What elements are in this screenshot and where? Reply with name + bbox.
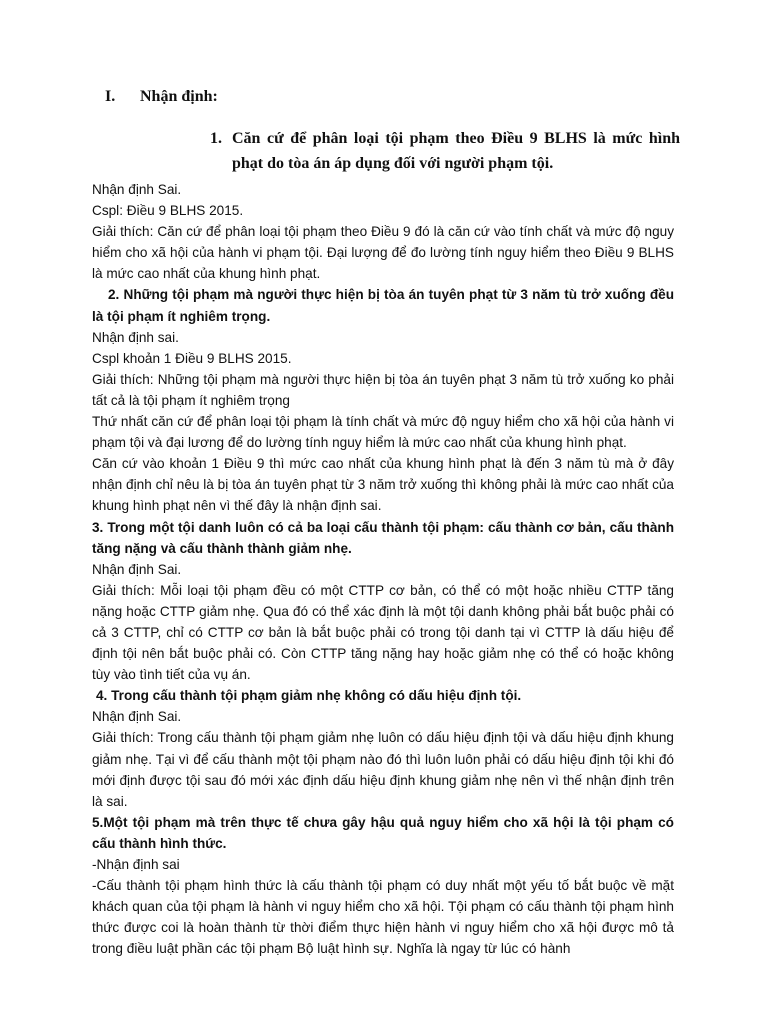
question-1: [210, 126, 680, 176]
explanation-5: -Cấu thành tội phạm hình thức là cấu thành tội phạm có duy nhất một yếu tố bắt buộc về mặt khách quan của tội phạm là hành vi nguy hiểm cho xã hội. Tội phạm có cấu thành tội phạm hình thức được coi là hoàn thành từ thời điểm thực hiện hành vi nguy hiểm cho xã hội được mô tả trong điều luật phần các tội phạm Bộ luật hình sự. Nghĩa là ngay từ lúc có hành: [92, 878, 674, 957]
question-4: 4. Trong cấu thành tội phạm giảm nhẹ không có dấu hiệu định tội.: [96, 688, 522, 704]
explanation-2-second-point: Căn cứ vào khoản 1 Điều 9 thì mức cao nhất của khung hình phạt là đến 3 năm tù mà ở đây nhận định chỉ nêu là bị tòa án tuyên phạt từ 3 năm trở xuống thì không phải là mức cao nhất của khung hình phạt nên vì thế đây là nhận định sai.: [92, 456, 674, 514]
explanation-2-first-point: Thứ nhất căn cứ để phân loại tội phạm là tính chất và mức độ nguy hiểm cho xã hội của hành vi phạm tội và đại lương để do lường tính nguy hiểm là mức cao nhất của khung hình phạt.: [92, 414, 674, 451]
section-number: I.: [105, 88, 116, 105]
legal-basis-1: Cspl: Điều 9 BLHS 2015.: [92, 203, 244, 219]
section-heading: [105, 88, 218, 106]
question-3: 3. Trong một tội danh luôn có cả ba loại cấu thành tội phạm: cấu thành cơ bản, cấu thành tăng nặng và cấu thành thành giảm nhẹ.: [92, 519, 674, 556]
question-1-text: Căn cứ để phân loại tội phạm theo Điều 9 BLHS là mức hình phạt do tòa án áp dụng đối với người phạm tội.: [232, 130, 680, 172]
question-2: 2. Những tội phạm mà người thực hiện bị tòa án tuyên phạt từ 3 năm tù trở xuống đều là tội phạm ít nghiêm trọng.: [92, 287, 674, 324]
verdict-1: Nhận định Sai.: [92, 182, 182, 197]
verdict-5: -Nhận định sai: [92, 857, 180, 872]
document-body: [92, 179, 674, 959]
verdict-4: Nhận định Sai.: [92, 709, 182, 725]
verdict-2: Nhận định sai.: [92, 329, 179, 345]
explanation-1: Giải thích: Căn cứ để phân loại tội phạm theo Điều 9 đó là căn cứ vào tính chất và mức độ nguy hiểm cho xã hội của hành vi phạm tội. Đại lượng để đo lường tính nguy hiểm theo Điều 9 BLHS là mức cao nhất của khung hình phạt.: [92, 224, 674, 282]
question-5: 5.Một tội phạm mà trên thực tế chưa gây hậu quả nguy hiểm cho xã hội là tội phạm có cấu thành hình thức.: [92, 814, 674, 851]
explanation-4: Giải thích: Trong cấu thành tội phạm giảm nhẹ luôn có dấu hiệu định tội và dấu hiệu định khung giảm nhẹ. Tại vì để cấu thành một tội phạm nào đó thì luôn luôn phải có dấu hiệu định tội khi đó mới định được tội sau đó mới xác định dấu hiệu định khung giảm nhẹ nên vì thế nhận định trên là sai.: [92, 730, 674, 809]
explanation-2: Giải thích: Những tội phạm mà người thực hiện bị tòa án tuyên phạt 3 năm tù trở xuống ko phải tất cả là tội phạm ít nghiêm trọng: [92, 371, 674, 408]
question-1-number: 1.: [210, 130, 222, 147]
legal-basis-2: Cspl khoản 1 Điều 9 BLHS 2015.: [92, 350, 292, 366]
explanation-3: Giải thích: Mỗi loại tội phạm đều có một CTTP cơ bản, có thể có một hoặc nhiều CTTP tăng nặng hoặc CTTP giảm nhẹ. Qua đó có thể xác định là một tội danh không phải bắt buộc phải có cả 3 CTTP, chỉ có CTTP cơ bản là bắt buộc phải có trong tội danh tại vì CTTP là dấu hiệu để định tội nên bắt buộc phải có. Còn CTTP tăng nặng hay hoặc giảm nhẹ có thể có hoặc không tùy vào tình tiết của vụ án.: [92, 582, 674, 683]
verdict-3: Nhận định Sai.: [92, 561, 182, 577]
section-title: Nhận định:: [140, 88, 218, 105]
